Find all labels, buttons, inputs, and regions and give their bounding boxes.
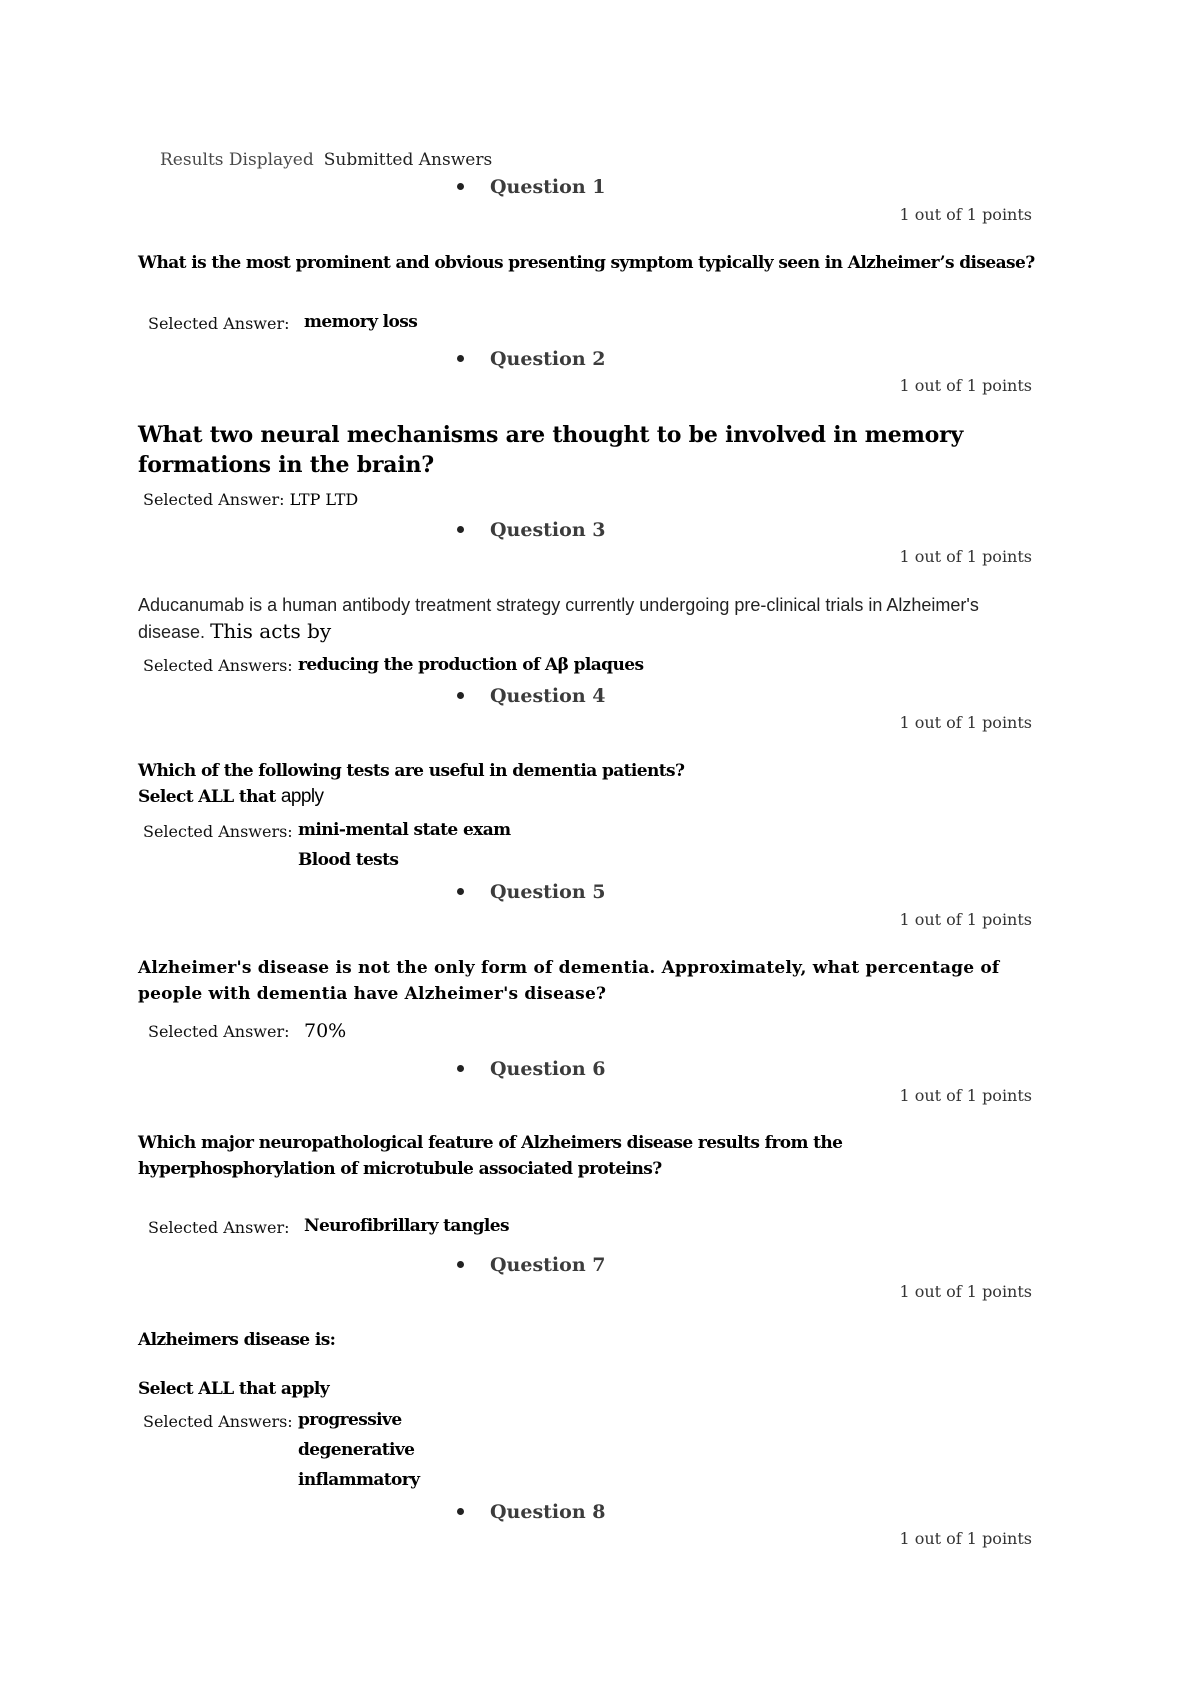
question-heading bbox=[457, 519, 605, 541]
bullet-icon bbox=[457, 1508, 464, 1515]
selected-answer-value: mini-mental state exam bbox=[298, 820, 511, 840]
bullet-icon bbox=[457, 888, 464, 895]
question-text-main: Aducanumab is a human antibody treatment strategy currently undergoing pre-clinical trials in Alzheimer's disease. bbox=[138, 595, 979, 642]
selected-answer-label: Selected Answer: bbox=[148, 314, 290, 333]
selected-answer-value: progressive bbox=[298, 1410, 402, 1430]
question-heading bbox=[457, 685, 605, 707]
question-text: Which major neuropathological feature of Alzheimers disease results from the hyperphosphorylation of microtubule associated proteins? bbox=[138, 1133, 843, 1179]
question-heading bbox=[457, 881, 605, 903]
question-heading bbox=[457, 176, 605, 198]
question-heading bbox=[457, 1501, 605, 1523]
bullet-icon bbox=[457, 526, 464, 533]
selected-answer-label: Selected Answer: bbox=[148, 1022, 290, 1041]
question-heading bbox=[457, 1254, 605, 1276]
selected-answer-value: inflammatory bbox=[298, 1470, 420, 1490]
selected-answer-value: Blood tests bbox=[298, 850, 399, 870]
bullet-icon bbox=[457, 183, 464, 190]
question-title: Question 6 bbox=[490, 1058, 606, 1080]
selected-answer-value: degenerative bbox=[298, 1440, 415, 1460]
question-text: Alzheimer's disease is not the only form of dementia. Approximately, what percentage of people with dementia have Alzheimer's disease? bbox=[138, 958, 1000, 1004]
question-text: What two neural mechanisms are thought to be involved in memory formations in the brain? bbox=[138, 422, 964, 478]
question-points: 1 out of 1 points bbox=[899, 205, 1032, 224]
selected-answer-label: Selected Answers: bbox=[143, 1412, 293, 1431]
question-text: Which of the following tests are useful in dementia patients? bbox=[138, 761, 685, 781]
selected-answer-label: Selected Answers: bbox=[143, 822, 293, 841]
selected-answer-row bbox=[143, 490, 358, 509]
question-points: 1 out of 1 points bbox=[899, 910, 1032, 929]
question-text: Alzheimers disease is: bbox=[138, 1330, 336, 1350]
question-text-tail: This acts by bbox=[210, 619, 332, 643]
bullet-icon bbox=[457, 355, 464, 362]
question-text bbox=[138, 592, 1018, 645]
selected-answer-label: Selected Answers: bbox=[143, 656, 293, 675]
question-points: 1 out of 1 points bbox=[899, 1529, 1032, 1548]
question-title: Question 2 bbox=[490, 348, 606, 370]
selected-answer-label: Selected Answer: bbox=[143, 490, 285, 509]
results-displayed-label: Results Displayed bbox=[160, 150, 314, 170]
question-points: 1 out of 1 points bbox=[899, 1282, 1032, 1301]
question-instruction bbox=[138, 784, 1038, 810]
selected-answer-value: 70% bbox=[304, 1020, 347, 1042]
bullet-icon bbox=[457, 1261, 464, 1268]
results-displayed-line bbox=[160, 150, 492, 170]
bullet-icon bbox=[457, 692, 464, 699]
question-instruction-a: Select ALL that bbox=[138, 787, 276, 807]
question-points: 1 out of 1 points bbox=[899, 713, 1032, 732]
question-title: Question 1 bbox=[490, 176, 606, 198]
question-points: 1 out of 1 points bbox=[899, 1086, 1032, 1105]
results-displayed-value: Submitted Answers bbox=[323, 150, 493, 170]
question-title: Question 4 bbox=[490, 685, 606, 707]
selected-answer-value: reducing the production of Aβ plaques bbox=[298, 655, 644, 675]
question-instruction-b: apply bbox=[280, 786, 324, 807]
selected-answer-value: Neurofibrillary tangles bbox=[304, 1216, 509, 1236]
question-title: Question 3 bbox=[490, 519, 606, 541]
question-heading bbox=[457, 1058, 605, 1080]
question-points: 1 out of 1 points bbox=[899, 376, 1032, 395]
question-text: What is the most prominent and obvious presenting symptom typically seen in Alzheimer’s disease? bbox=[138, 253, 1035, 273]
selected-answer-value: LTP LTD bbox=[289, 490, 359, 509]
question-heading bbox=[457, 348, 605, 370]
question-title: Question 8 bbox=[490, 1501, 606, 1523]
question-title: Question 7 bbox=[490, 1254, 606, 1276]
question-title: Question 5 bbox=[490, 881, 606, 903]
question-instruction: Select ALL that apply bbox=[138, 1379, 330, 1399]
bullet-icon bbox=[457, 1065, 464, 1072]
question-points: 1 out of 1 points bbox=[899, 547, 1032, 566]
selected-answer-label: Selected Answer: bbox=[148, 1218, 290, 1237]
selected-answer-value: memory loss bbox=[304, 312, 418, 332]
